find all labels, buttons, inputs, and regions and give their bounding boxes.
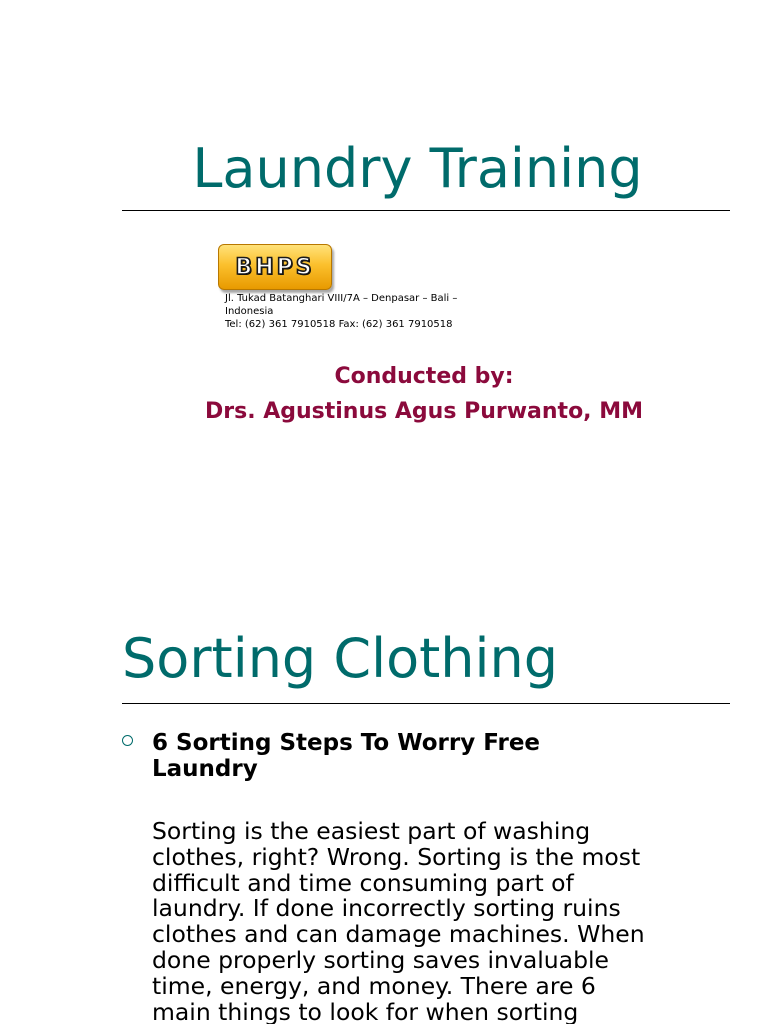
conducted-by-label: Conducted by: [334,364,514,389]
bhps-logo [218,244,332,290]
title-divider [122,210,730,211]
bullet-heading [152,730,712,782]
bullet-heading-line: Laundry [152,756,258,782]
title-divider [122,703,730,704]
body-line: clothes and can damage machines. When [152,920,645,949]
address-line: Jl. Tukad Batanghari VIII/7A – Denpasar – Bali – [225,293,458,304]
hollow-circle-bullet-icon [122,735,133,746]
body-line: Sorting is the easiest part of washing [152,817,591,845]
body-paragraph [152,819,752,1024]
contact-line: Tel: (62) 361 7910518 Fax: (62) 361 7910518 [225,319,453,330]
body-line: main things to look for when sorting [152,997,579,1024]
body-line: laundry. If done incorrectly sorting ruins [152,894,621,923]
body-line: time, energy, and money. There are 6 [152,971,596,1000]
body-line: done properly sorting saves invaluable [152,945,609,974]
address-block [225,292,545,331]
content-slide [0,600,768,1024]
presenter-name: Drs. Agustinus Agus Purwanto, MM [205,399,643,424]
bullet-heading-line: 6 Sorting Steps To Worry Free [152,730,541,756]
logo-text: BHPS [235,254,315,280]
body-line: difficult and time consuming part of [152,868,574,897]
slide-title: Sorting Clothing [122,627,559,690]
address-line: Indonesia [225,306,274,317]
slide-title: Laundry Training [192,137,643,200]
body-line: clothes, right? Wrong. Sorting is the most [152,842,641,871]
